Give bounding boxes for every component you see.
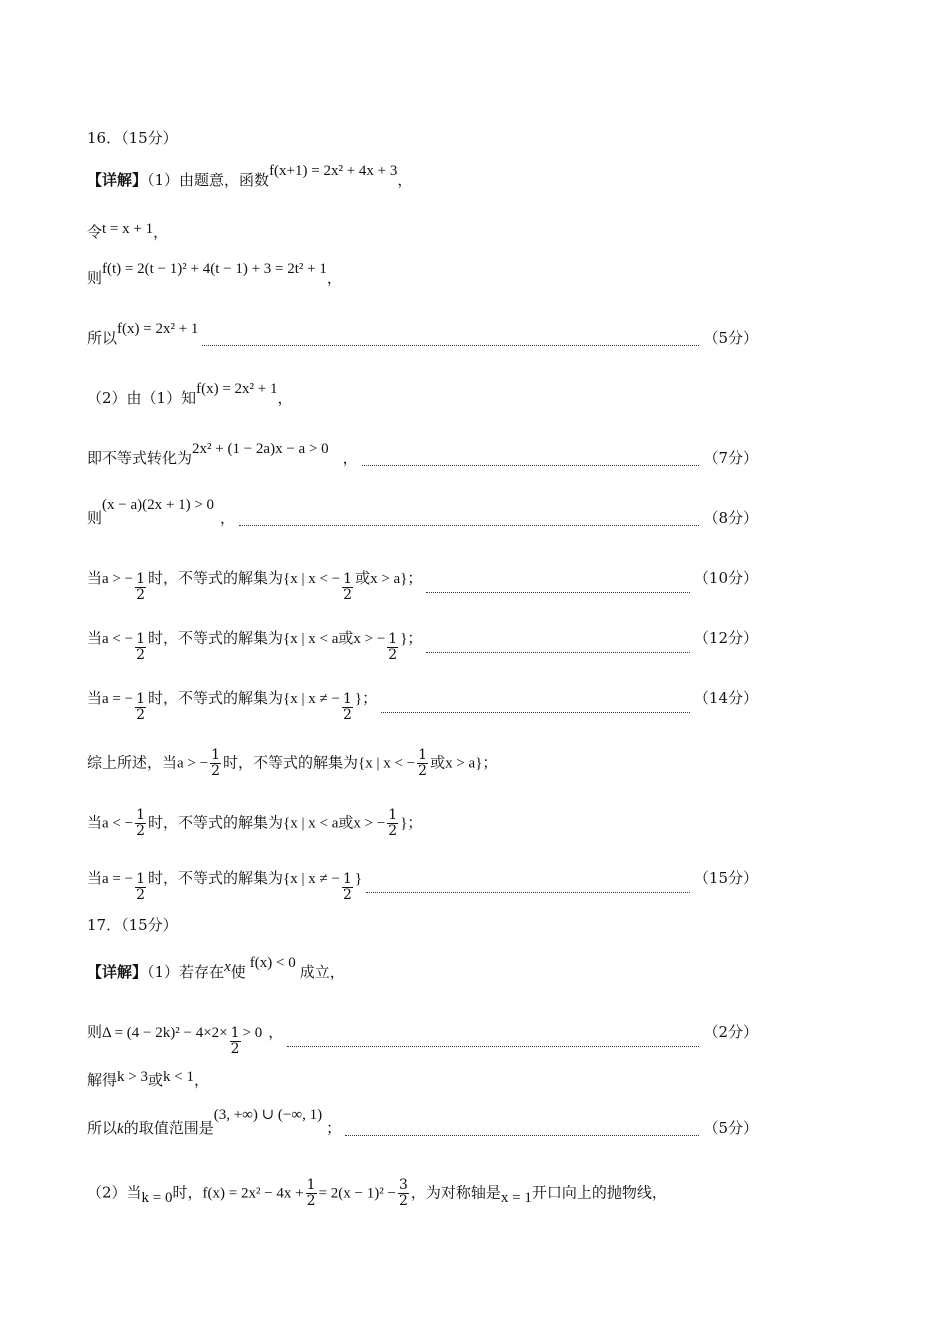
text: （1）由题意，函数: [147, 171, 270, 189]
problem-16-header: [87, 128, 758, 148]
punct: ；: [482, 753, 498, 772]
set-close: }: [400, 815, 408, 832]
p16-line-7: [87, 497, 758, 529]
den: 2: [211, 763, 221, 779]
den: 2: [136, 587, 146, 603]
punct: ，: [220, 509, 236, 527]
den: 2: [136, 647, 146, 663]
fraction-half: [342, 692, 353, 723]
punct: ；: [407, 629, 423, 647]
p16-line-4: [87, 321, 758, 349]
variable: x: [224, 959, 231, 975]
formula: f(x) = 2x² − 4x +: [202, 1185, 304, 1202]
punct: ，: [326, 269, 342, 287]
text: 则: [87, 509, 103, 527]
set: x > −: [353, 815, 386, 832]
text: 或: [338, 813, 354, 832]
punct: ，: [342, 449, 358, 467]
text: ，为对称轴是: [410, 1183, 501, 1202]
formula: f(t) = 2(t − 1)² + 4(t − 1) + 3 = 2t² + 1: [102, 261, 327, 277]
num: 1: [136, 807, 146, 823]
condition: k = 0: [141, 1189, 173, 1206]
text: 使: [230, 963, 246, 981]
text: 时，: [172, 1183, 203, 1202]
score: （15分）: [693, 869, 758, 887]
text: 当: [87, 869, 103, 887]
dot-leader: [426, 591, 689, 593]
dot-leader: [381, 711, 690, 713]
p16-line-3: [87, 261, 758, 289]
set-close: }: [400, 631, 408, 647]
num: 1: [230, 1025, 240, 1041]
fraction-half: [342, 872, 353, 903]
text: 综上所述，当: [87, 753, 178, 772]
score: （7分）: [703, 449, 758, 467]
dot-leader: [287, 1045, 699, 1047]
dot-leader: [426, 651, 689, 653]
score: （14分）: [693, 689, 758, 707]
condition: a < −: [102, 631, 134, 647]
score: （8分）: [703, 509, 758, 527]
set: {x | x < −: [283, 571, 341, 587]
punct: ，: [277, 389, 293, 407]
problem-number: 16．（15分）: [87, 129, 178, 147]
den: 2: [388, 647, 398, 663]
p16-line-2: [87, 222, 758, 243]
p17-line-2: [87, 1022, 758, 1057]
problem-number: 17．（15分）: [87, 916, 178, 934]
num: 1: [306, 1177, 316, 1193]
p16-summary-3: [87, 868, 758, 903]
num: 1: [343, 571, 353, 587]
p16-line-1: [87, 163, 758, 191]
den: 2: [388, 823, 398, 839]
num: 1: [136, 871, 146, 887]
set: {x | x < −: [358, 755, 416, 772]
p16-line-5: [87, 381, 758, 409]
fraction-half: [210, 748, 221, 779]
num: 1: [388, 631, 398, 647]
punct: ，: [153, 223, 169, 241]
fraction-half: [387, 808, 398, 839]
dot-leader: [345, 1134, 699, 1136]
formula: > 0: [242, 1025, 263, 1041]
score: （12分）: [693, 629, 758, 647]
set: {x | x ≠ −: [283, 691, 340, 707]
p17-line-4: [87, 1107, 758, 1139]
text: 当: [87, 629, 103, 647]
dot-leader: [202, 344, 699, 346]
den: 2: [418, 763, 428, 779]
detail-label: 【详解】: [87, 963, 148, 981]
text: （2）当: [87, 1183, 142, 1202]
text: 时，不等式的解集为: [148, 689, 284, 707]
fraction-half: [417, 748, 428, 779]
condition: a = −: [102, 691, 134, 707]
text: 所以: [87, 329, 118, 347]
formula: = 2(x − 1)² −: [318, 1185, 396, 1202]
set: {x | x ≠ −: [283, 871, 340, 887]
detail-label: 【详解】: [87, 171, 148, 189]
set: x > −: [353, 631, 386, 647]
num: 1: [136, 691, 146, 707]
condition: a < −: [102, 815, 134, 832]
set-close: }: [354, 691, 363, 707]
punct: ，: [268, 1023, 284, 1041]
set: {x | x < a: [283, 815, 339, 832]
den: 2: [342, 887, 352, 903]
text: 时，不等式的解集为: [223, 753, 359, 772]
fraction-half: [387, 632, 398, 663]
text: 则: [87, 1023, 103, 1041]
num: 1: [211, 747, 221, 763]
num: 1: [136, 631, 146, 647]
dot-leader: [366, 891, 690, 893]
variable: k: [117, 1121, 124, 1137]
p16-case-1: [87, 568, 758, 603]
text: 或: [430, 753, 446, 772]
text: 或: [355, 569, 371, 587]
text: 令: [87, 223, 103, 241]
score: （2分）: [703, 1023, 758, 1041]
punct: ；: [326, 1119, 342, 1137]
text: 所以: [87, 1119, 118, 1137]
den: 2: [343, 587, 353, 603]
set-close: }: [354, 871, 363, 887]
formula: t = x + 1: [102, 221, 154, 237]
p16-case-2: [87, 628, 758, 663]
set: x > a}: [370, 571, 408, 587]
text: 解得: [87, 1071, 118, 1089]
formula: (3, +∞) ∪ (−∞, 1): [213, 1107, 323, 1123]
problem-17-header: [87, 915, 758, 935]
text: 时，不等式的解集为: [148, 629, 284, 647]
den: 2: [342, 707, 352, 723]
formula: f(x) < 0: [249, 955, 296, 971]
fraction-half: [230, 1026, 241, 1057]
num: 1: [342, 871, 352, 887]
text: 即不等式转化为: [87, 449, 193, 467]
formula: Δ = (4 − 2k)² − 4×2×: [102, 1025, 228, 1041]
score: （5分）: [703, 329, 758, 347]
fraction-half: [342, 572, 353, 603]
den: 2: [136, 707, 146, 723]
p17-line-3: [87, 1070, 758, 1091]
text: 当: [87, 569, 103, 587]
fraction-three-halves: [398, 1178, 409, 1209]
formula: f(x) = 2x² + 1: [196, 381, 278, 397]
p16-case-3: [87, 688, 758, 723]
dot-leader: [239, 524, 699, 526]
num: 1: [136, 571, 146, 587]
den: 2: [306, 1193, 316, 1209]
fraction-half: [306, 1178, 317, 1209]
fraction-half: [135, 872, 146, 903]
formula: f(x+1) = 2x² + 4x + 3: [269, 163, 398, 179]
text: 则: [87, 269, 103, 287]
condition: a = −: [102, 871, 134, 887]
den: 2: [398, 1193, 408, 1209]
text: 或: [338, 629, 354, 647]
num: 1: [418, 747, 428, 763]
punct: ；: [362, 689, 378, 707]
fraction-half: [135, 632, 146, 663]
formula: x = 1: [500, 1189, 532, 1206]
text: （2）由（1）知: [87, 389, 197, 407]
text: 的取值范围是: [123, 1119, 214, 1137]
set: {x | x < a: [283, 631, 339, 647]
formula: k > 3: [117, 1069, 148, 1085]
fraction-half: [135, 572, 146, 603]
text: （1）若存在: [147, 963, 225, 981]
condition: a > −: [177, 755, 209, 772]
text: 时，不等式的解集为: [148, 569, 284, 587]
formula: f(x) = 2x² + 1: [117, 321, 199, 337]
p16-line-6: [87, 441, 758, 469]
formula: 2x² + (1 − 2a)x − a > 0: [192, 441, 329, 457]
dot-leader: [362, 464, 700, 466]
score: （10分）: [693, 569, 758, 587]
text: 时，不等式的解集为: [148, 813, 284, 832]
set: x > a}: [445, 755, 483, 772]
text: 当: [87, 813, 103, 832]
den: 2: [136, 823, 146, 839]
p16-summary-1: [87, 748, 758, 779]
score: （5分）: [703, 1119, 758, 1137]
text: 当: [87, 689, 103, 707]
num: 1: [388, 807, 398, 823]
p17-line-1: [87, 955, 758, 983]
punct: ；: [407, 813, 423, 832]
text: 时，不等式的解集为: [148, 869, 284, 887]
text: 成立，: [299, 963, 345, 981]
punct: ，: [397, 171, 413, 189]
num: 1: [342, 691, 352, 707]
text: 开口向上的抛物线，: [531, 1183, 667, 1202]
text: 或: [147, 1071, 163, 1089]
fraction-half: [135, 692, 146, 723]
formula: (x − a)(2x + 1) > 0: [102, 497, 215, 513]
punct: ，: [193, 1071, 209, 1089]
punct: ；: [407, 569, 423, 587]
den: 2: [136, 887, 146, 903]
formula: k < 1: [163, 1069, 194, 1085]
fraction-half: [135, 808, 146, 839]
p16-summary-2: [87, 808, 758, 839]
den: 2: [230, 1041, 240, 1057]
p17-line-5: [87, 1178, 758, 1209]
condition: a > −: [102, 571, 134, 587]
num: 3: [398, 1177, 408, 1193]
